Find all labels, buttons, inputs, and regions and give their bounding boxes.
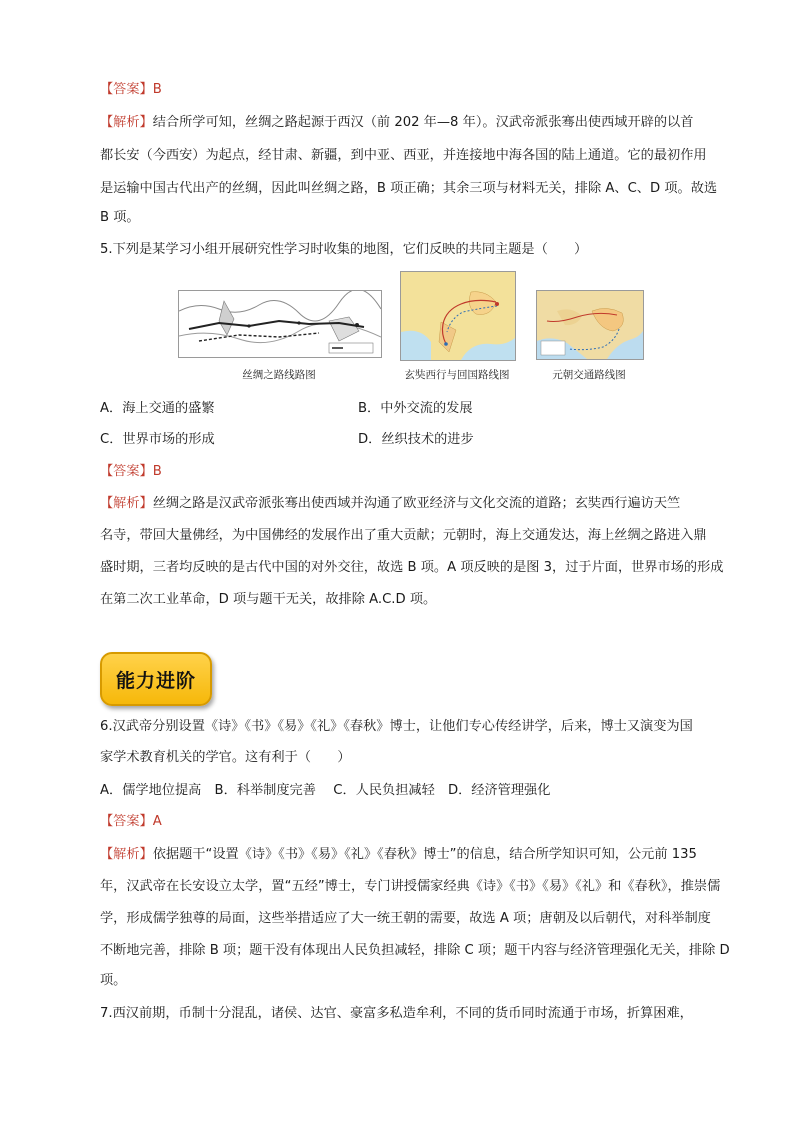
q6-analysis-line: 项。 [100, 973, 127, 988]
q4-analysis-line: 是运输中国古代出产的丝绸，因此叫丝绸之路，B 项正确；其余三项与材料无关，排除 A、C、D 项。故选 [100, 181, 718, 196]
q4-analysis-line [100, 113, 693, 133]
answer-tag: 【答案】 [100, 464, 153, 479]
q5-analysis-line: 名寺，带回大量佛经，为中国佛经的发展作出了重大贡献；元朝时，海上交通发达，海上丝绸之路进入鼎 [100, 528, 707, 543]
map-caption: 丝绸之路线路图 [242, 369, 316, 381]
q6-analysis-line: 年，汉武帝在长安设立太学，置“五经”博士，专门讲授儒家经典《诗》《书》《易》《礼》和《春秋》，推崇儒 [100, 879, 721, 894]
q6-analysis-line: 不断地完善，排除 B 项；题干没有体现出人民负担减轻，排除 C 项；题干内容与经济管理强化无关，排除 D [100, 943, 730, 958]
map-caption: 玄奘西行与回国路线图 [404, 369, 510, 381]
q7-stem: 7.西汉前期，币制十分混乱，诸侯、达官、豪富多私造牟利，不同的货币同时流通于市场，折算困难， [100, 1006, 693, 1021]
q5-answer [100, 462, 162, 482]
q6-stem-line: 6.汉武帝分别设置《诗》《书》《易》《礼》《春秋》博士，让他们专心传经讲学，后来，博士又演变为国 [100, 719, 693, 734]
q4-analysis-line: 都长安（今西安）为起点，经甘肃、新疆，到中亚、西亚，并连接地中海各国的陆上通道。它的最初作用 [100, 148, 707, 163]
section-title-badge: 能力进阶 [100, 652, 212, 706]
option-d: D．丝织技术的进步 [358, 432, 474, 447]
answer-value: B [152, 464, 162, 479]
option-c: C．世界市场的形成 [100, 432, 215, 447]
silk-road-map-graphic [179, 291, 381, 357]
answer-tag: 【答案】 [100, 814, 153, 829]
q5-analysis-line [100, 494, 680, 514]
option-b: B．中外交流的发展 [358, 401, 473, 416]
analysis-tag: 【解析】 [100, 496, 153, 511]
answer-tag: 【答案】 [100, 82, 153, 97]
q6-analysis-line [100, 845, 697, 865]
q5-analysis-line: 在第二次工业革命，D 项与题干无关，故排除 A.C.D 项。 [100, 592, 437, 607]
xuanzang-route-map [400, 271, 516, 361]
yuan-transport-map [536, 290, 644, 360]
analysis-tag: 【解析】 [100, 115, 153, 130]
q6-stem-line: 家学术教育机关的学官。这有利于（ ） [100, 750, 351, 765]
q4-answer [100, 80, 162, 100]
q6-options: A．儒学地位提高 B．科举制度完善 C．人民负担减轻 D．经济管理强化 [100, 783, 551, 798]
answer-value: B [152, 82, 162, 97]
q5-stem: 5.下列是某学习小组开展研究性学习时收集的地图，它们反映的共同主题是（ ） [100, 242, 588, 257]
xuanzang-route-map-graphic [401, 272, 515, 360]
answer-value: A [152, 814, 162, 829]
q4-analysis-line: B 项。 [100, 210, 140, 225]
option-a: A．海上交通的盛繁 [100, 401, 215, 416]
analysis-text: 丝绸之路是汉武帝派张骞出使西域并沟通了欧亚经济与文化交流的道路；玄奘西行遍访天竺 [152, 496, 681, 511]
q5-analysis-line: 盛时期，三者均反映的是古代中国的对外交往，故选 B 项。A 项反映的是图 3，过于片面，世界市场的形成 [100, 560, 724, 575]
yuan-transport-map-graphic [537, 291, 643, 359]
silk-road-map [178, 290, 382, 358]
analysis-text: 结合所学可知，丝绸之路起源于西汉（前 202 年—8 年）。汉武帝派张骞出使西域开辟的以首 [152, 115, 694, 130]
q6-answer [100, 812, 162, 832]
q6-analysis-line: 学，形成儒学独尊的局面，这些举措适应了大一统王朝的需要，故选 A 项；唐朝及以后朝代，对科举制度 [100, 911, 711, 926]
map-caption: 元朝交通路线图 [552, 369, 626, 381]
analysis-text: 依据题干“设置《诗》《书》《易》《礼》《春秋》博士”的信息，结合所学知识可知，公元前 135 [152, 847, 697, 862]
analysis-tag: 【解析】 [100, 847, 153, 862]
